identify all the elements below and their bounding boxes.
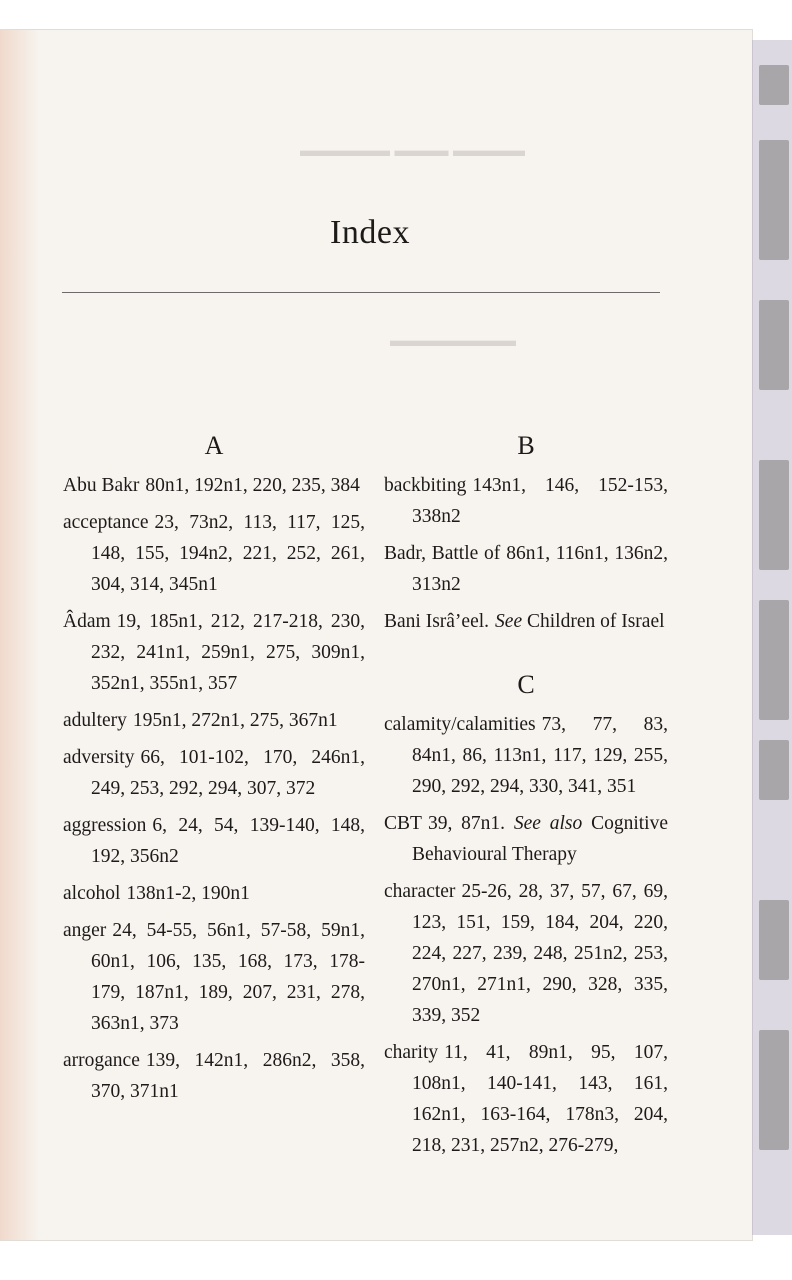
see-reference: See — [495, 611, 523, 632]
bleed-through-text: ▬▬▬▬▬ ▬▬▬ ▬▬▬▬ — [300, 140, 525, 160]
index-entry-calamity — [384, 709, 668, 802]
page-edge-print — [759, 740, 789, 800]
entry-refs: Children of Israel — [526, 611, 665, 632]
section-spacer — [384, 643, 668, 669]
index-entry-anger — [63, 915, 365, 1039]
entry-refs: 24, 54-55, 56n1, 57-58, 59n1, 60n1, 106, 135, 168, 173, 178-179, 187n1, 189, 207, 231, 278, 363n1, 373 — [91, 920, 365, 1034]
index-entry-cbt — [384, 808, 668, 870]
entry-refs: 6, 24, 54, 139-140, 148, 192, 356n2 — [91, 815, 365, 867]
entry-term: charity — [384, 1042, 439, 1063]
entry-refs: 23, 73n2, 113, 117, 125, 148, 155, 194n2, 221, 252, 261, 304, 314, 345n1 — [91, 512, 365, 595]
entry-term: adversity — [63, 747, 135, 768]
entry-term: Badr, Battle of — [384, 543, 501, 564]
entry-term: acceptance — [63, 512, 149, 533]
entry-refs: 39, 87n1. — [427, 813, 506, 834]
entry-term: Bani Isrâ’eel. — [384, 611, 490, 632]
page-edge-print — [759, 140, 789, 260]
entry-term: Âdam — [63, 611, 111, 632]
book-page-edges — [752, 40, 792, 1235]
entry-refs: 86n1, 116n1, 136n2, 313n2 — [412, 543, 668, 595]
page-gutter-shadow — [0, 30, 40, 1240]
index-column-left — [63, 430, 365, 1113]
page-edge-print — [759, 600, 789, 720]
entry-term: adultery — [63, 710, 127, 731]
entry-term: calamity/calamities — [384, 714, 536, 735]
entry-refs: 19, 185n1, 212, 217-218, 230, 232, 241n1, 259n1, 275, 309n1, 352n1, 355n1, 357 — [91, 611, 365, 694]
page-edge-print — [759, 300, 789, 390]
entry-refs: 139, 142n1, 286n2, 358, 370, 371n1 — [91, 1050, 365, 1102]
entry-term: character — [384, 881, 456, 902]
entry-term: Abu Bakr — [63, 475, 140, 496]
section-letter-b: B — [517, 431, 535, 460]
index-entry-charity — [384, 1037, 668, 1161]
page-title: Index — [330, 214, 410, 251]
index-entry-adultery — [63, 705, 365, 736]
section-letter-a: A — [204, 431, 224, 460]
page-edge-print — [759, 1030, 789, 1150]
entry-term: anger — [63, 920, 107, 941]
index-entry-adversity — [63, 742, 365, 804]
entry-refs: 80n1, 192n1, 220, 235, 384 — [145, 475, 360, 496]
entry-refs: 66, 101-102, 170, 246n1, 249, 253, 292, 294, 307, 372 — [91, 747, 365, 799]
entry-refs: 195n1, 272n1, 275, 367n1 — [132, 710, 338, 731]
entry-refs: 143n1, 146, 152-153, 338n2 — [412, 475, 668, 527]
page-edge-print — [759, 460, 789, 570]
index-entry-abu-bakr — [63, 470, 365, 501]
index-entry-backbiting — [384, 470, 668, 532]
bleed-through-text: ▬▬▬▬▬▬▬ — [390, 330, 516, 350]
book-page — [0, 30, 752, 1240]
index-column-right — [384, 430, 668, 1167]
entry-refs-tail: Cognitive Behavioural Therapy — [412, 813, 668, 865]
index-entry-acceptance — [63, 507, 365, 600]
index-entry-character — [384, 876, 668, 1031]
entry-term: backbiting — [384, 475, 467, 496]
index-entry-alcohol — [63, 878, 365, 909]
page-edge-print — [759, 65, 789, 105]
page-edge-print — [759, 900, 789, 980]
entry-refs: 25-26, 28, 37, 57, 67, 69, 123, 151, 159, 184, 204, 220, 224, 227, 239, 248, 251n2, 253, 270n1, 271n1, 290, 328, 335, 339, 352 — [412, 881, 668, 1026]
index-entry-adam — [63, 606, 365, 699]
entry-refs: 138n1-2, 190n1 — [126, 883, 250, 904]
section-letter-c: C — [517, 670, 535, 699]
entry-refs: 73, 77, 83, 84n1, 86, 113n1, 117, 129, 255, 290, 292, 294, 330, 341, 351 — [412, 714, 668, 797]
see-also-reference: See also — [513, 813, 583, 834]
title-divider — [62, 292, 660, 293]
entry-term: arrogance — [63, 1050, 140, 1071]
entry-term: aggression — [63, 815, 147, 836]
entry-term: alcohol — [63, 883, 121, 904]
entry-refs: 11, 41, 89n1, 95, 107, 108n1, 140-141, 143, 161, 162n1, 163-164, 178n3, 204, 218, 231, 257n2, 276-279, — [412, 1042, 668, 1156]
index-entry-bani-israeel — [384, 606, 668, 637]
index-entry-arrogance — [63, 1045, 365, 1107]
entry-term: CBT — [384, 813, 422, 834]
index-entry-aggression — [63, 810, 365, 872]
index-entry-badr — [384, 538, 668, 600]
